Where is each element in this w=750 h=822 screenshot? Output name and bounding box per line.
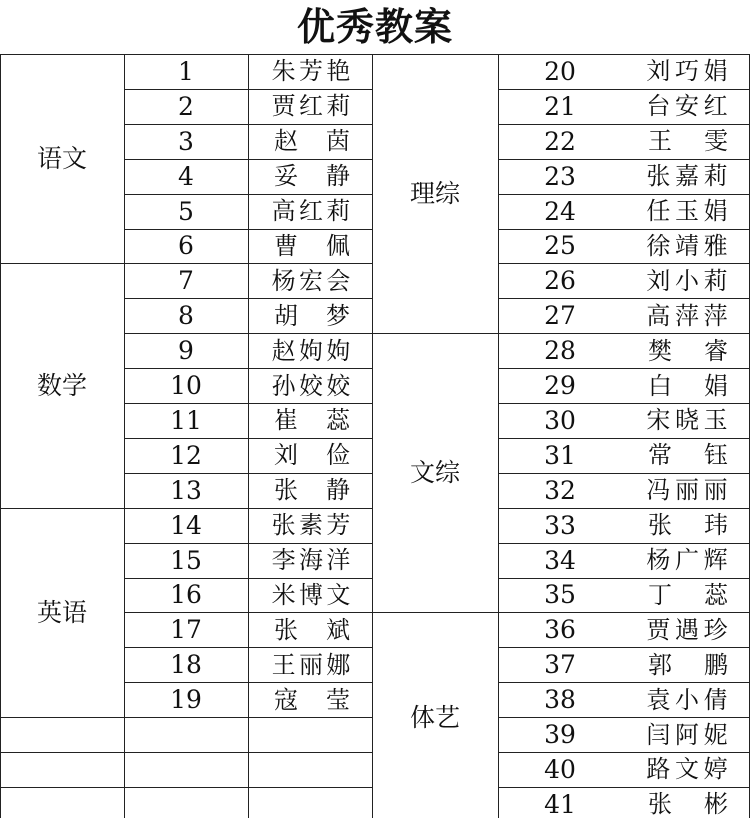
entry-number: 29 [544,371,576,401]
name-char: 玮 [704,511,728,540]
name-char: 遇 [674,615,699,644]
name-char: 莉 [703,266,728,295]
name-char: 娜 [326,650,351,679]
teacher-name [248,194,372,229]
name-char: 莉 [326,92,351,121]
name-char: 冯 [646,476,671,505]
teacher-name [248,298,372,333]
teacher-name [622,263,750,298]
subject-label: 体艺 [409,702,460,732]
teacher-name [622,54,750,89]
name-char: 斌 [326,615,350,644]
name-char: 茵 [326,127,350,156]
teacher-name [248,159,372,194]
entry-number: 33 [544,510,576,540]
teacher-name [622,229,750,264]
name-char: 宏 [298,266,323,295]
name-char: 文 [326,580,351,609]
teacher-name [248,403,372,438]
name-char: 娟 [703,57,728,86]
name-char: 贾 [646,615,671,644]
name-char: 辉 [703,546,728,575]
name-char: 姣 [326,371,351,400]
teacher-name [248,438,372,473]
entry-number: 19 [170,685,202,715]
name-char: 晓 [674,406,699,435]
name-char: 钰 [704,441,728,470]
name-char: 高 [646,301,671,330]
name-char: 芳 [326,511,351,540]
name-char: 张 [648,790,672,819]
entry-number: 7 [178,266,194,296]
name-char: 靖 [674,231,699,260]
entry-number: 36 [544,615,576,645]
name-char: 鹏 [704,650,728,679]
name-char: 红 [703,92,728,121]
name-char: 彬 [704,790,728,819]
entry-number: 3 [178,126,194,156]
name-char: 广 [674,546,699,575]
teacher-name [248,368,372,403]
entry-number: 4 [178,161,194,191]
teacher-name [248,612,372,647]
teacher-name [622,647,750,682]
teacher-name [622,124,750,159]
name-char: 袁 [646,685,671,714]
name-char: 佩 [326,231,350,260]
name-char: 萍 [703,301,728,330]
name-char: 娟 [703,197,728,226]
name-char: 孙 [271,371,296,400]
teacher-name [248,124,372,159]
name-char: 丽 [674,476,699,505]
name-char: 路 [646,755,671,784]
name-char: 睿 [704,336,728,365]
name-char: 姁 [326,336,351,365]
name-char: 会 [326,266,351,295]
teacher-name [622,333,750,368]
entry-number: 16 [170,580,202,610]
entry-number: 39 [544,720,576,750]
entry-number: 40 [544,754,576,784]
name-char: 静 [326,162,350,191]
name-char: 赵 [271,336,296,365]
name-char: 萍 [674,301,699,330]
name-char: 静 [326,476,350,505]
teacher-name [248,89,372,124]
name-char: 张 [274,615,298,644]
name-char: 梦 [326,301,350,330]
name-char: 蕊 [704,580,728,609]
name-char: 姁 [298,336,323,365]
teacher-name [248,229,372,264]
name-char: 赵 [274,127,298,156]
name-char: 台 [646,92,671,121]
entry-number: 35 [544,580,576,610]
teacher-name [248,263,372,298]
teacher-name [248,508,372,543]
name-char: 俭 [326,441,350,470]
name-char: 蕊 [326,406,350,435]
name-char: 米 [271,580,296,609]
entry-number: 9 [178,336,194,366]
name-char: 闫 [646,720,671,749]
name-char: 曹 [274,231,298,260]
subject-label: 文综 [409,458,460,488]
name-char: 妥 [274,162,298,191]
name-char: 樊 [648,336,672,365]
name-char: 莉 [703,162,728,191]
name-char: 任 [646,197,671,226]
name-char: 刘 [274,441,298,470]
name-char: 雅 [703,231,728,260]
entry-number: 6 [178,231,194,261]
name-char: 娟 [704,371,728,400]
teacher-name [248,473,372,508]
name-char: 张 [271,511,296,540]
name-char: 丽 [298,650,323,679]
name-char: 小 [674,266,699,295]
teacher-name [622,612,750,647]
entry-number: 13 [170,475,202,505]
entry-number: 23 [544,161,576,191]
page-title: 优秀教案 [296,5,453,49]
name-char: 丽 [703,476,728,505]
teacher-name [622,194,750,229]
name-char: 巧 [674,57,699,86]
name-char: 嘉 [674,162,699,191]
teacher-name [622,682,750,717]
name-char: 芳 [298,57,323,86]
teacher-name [622,473,750,508]
name-char: 安 [674,92,699,121]
name-char: 洋 [326,546,351,575]
name-char: 素 [298,511,323,540]
teacher-name [622,89,750,124]
name-char: 李 [271,546,296,575]
name-char: 红 [298,92,323,121]
teacher-name [248,647,372,682]
entry-number: 10 [170,371,202,401]
name-char: 张 [646,162,671,191]
name-char: 艳 [326,57,351,86]
name-char: 常 [648,441,672,470]
teacher-name [622,717,750,752]
entry-number: 8 [178,301,194,331]
teacher-name [248,543,372,578]
entry-number: 11 [170,405,202,435]
name-char: 倩 [703,685,728,714]
name-char: 张 [648,511,672,540]
entry-number: 27 [544,301,576,331]
name-char: 阿 [674,720,699,749]
name-char: 刘 [646,266,671,295]
name-char: 红 [298,197,323,226]
name-char: 文 [674,755,699,784]
entry-number: 1 [178,56,194,86]
teacher-name [248,333,372,368]
name-char: 婷 [703,755,728,784]
name-char: 张 [274,476,298,505]
name-char: 玉 [703,406,728,435]
name-char: 崔 [274,406,298,435]
name-char: 白 [648,371,672,400]
entry-number: 26 [544,266,576,296]
entry-number: 38 [544,685,576,715]
entry-number: 32 [544,475,576,505]
teacher-name [622,298,750,333]
name-char: 莹 [326,685,350,714]
entry-number: 20 [544,56,576,86]
entry-number: 28 [544,336,576,366]
name-char: 博 [298,580,323,609]
name-char: 胡 [274,301,298,330]
teacher-name [248,682,372,717]
name-char: 雯 [704,127,728,156]
name-char: 王 [648,127,672,156]
teacher-name [622,368,750,403]
subject-label: 语文 [36,144,87,174]
entry-number: 37 [544,650,576,680]
entry-number: 34 [544,545,576,575]
teacher-name [248,578,372,613]
name-char: 寇 [274,685,298,714]
entry-number: 24 [544,196,576,226]
name-char: 姣 [298,371,323,400]
subject-label: 理综 [409,179,460,209]
entry-number: 31 [544,440,576,470]
entry-number: 12 [170,440,202,470]
name-char: 杨 [271,266,296,295]
subject-label: 数学 [36,371,87,401]
name-char: 妮 [703,720,728,749]
entry-number: 2 [178,91,194,121]
name-char: 珍 [703,615,728,644]
entry-number: 41 [544,789,576,819]
name-char: 海 [298,546,323,575]
subject-label: 英语 [36,597,87,627]
name-char: 丁 [648,580,672,609]
entry-number: 17 [170,615,202,645]
entry-number: 15 [170,545,202,575]
entry-number: 30 [544,405,576,435]
teacher-name [622,508,750,543]
teacher-name [622,543,750,578]
name-char: 刘 [646,57,671,86]
name-char: 高 [271,197,296,226]
teacher-name [622,752,750,787]
entry-number: 14 [170,510,202,540]
name-char: 玉 [674,197,699,226]
entry-number: 21 [544,91,576,121]
name-char: 王 [271,650,296,679]
teacher-name [622,159,750,194]
teacher-name [622,438,750,473]
name-char: 朱 [271,57,296,86]
entry-number: 5 [178,196,194,226]
teacher-name [622,403,750,438]
name-char: 贾 [271,92,296,121]
name-char: 莉 [326,197,351,226]
name-char: 杨 [646,546,671,575]
name-char: 小 [674,685,699,714]
entry-number: 18 [170,650,202,680]
name-char: 郭 [648,650,672,679]
entry-number: 22 [544,126,576,156]
name-char: 徐 [646,231,671,260]
entry-number: 25 [544,231,576,261]
name-char: 宋 [646,406,671,435]
teacher-name [622,787,750,822]
teacher-name [248,54,372,89]
teacher-name [622,578,750,613]
